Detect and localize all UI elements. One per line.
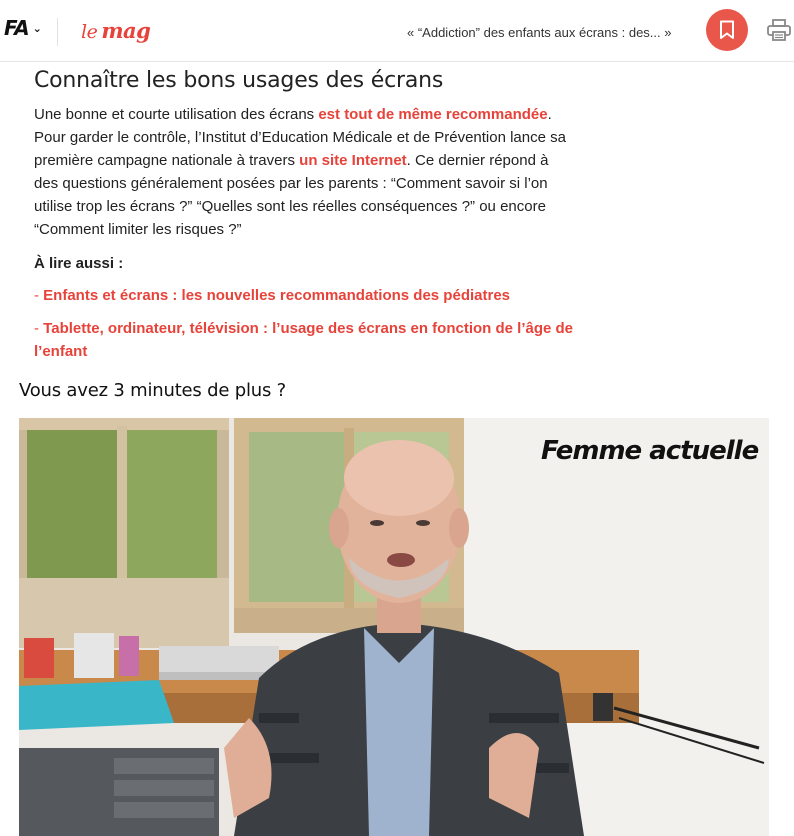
video-player[interactable] xyxy=(19,418,769,836)
article-breadcrumb[interactable]: « “Addiction” des enfants aux écrans : des... » xyxy=(407,25,672,40)
related-link-pediatres[interactable]: Enfants et écrans : les nouvelles recommandations des pédiatres xyxy=(43,287,511,304)
bookmark-icon xyxy=(719,20,735,40)
fa-logo: FA xyxy=(4,16,29,40)
top-bar xyxy=(0,0,794,62)
more-section-title: Vous avez 3 minutes de plus ? xyxy=(19,380,287,401)
header-divider xyxy=(57,18,58,46)
article-content xyxy=(34,62,574,363)
read-also-heading: À lire aussi : xyxy=(34,255,124,272)
related-item xyxy=(34,284,574,307)
chevron-down-icon: ⌄ xyxy=(32,21,42,35)
paragraph-text: . Pour garder le contrôle, l’Institut d’Education Médicale et de Prévention lance sa première campagne nationale à travers xyxy=(34,106,566,169)
paragraph-text: Une bonne et courte utilisation des écrans xyxy=(34,106,319,123)
related-dash: - xyxy=(34,287,44,304)
print-button[interactable] xyxy=(766,19,792,41)
website-link[interactable]: un site Internet xyxy=(299,152,407,169)
mag-name: mag xyxy=(101,18,151,43)
recommended-link[interactable]: est tout de même recommandée xyxy=(318,106,548,123)
video-brand-overlay: Femme actuelle xyxy=(541,436,759,466)
print-icon xyxy=(766,19,792,41)
site-switcher[interactable] xyxy=(4,16,42,40)
section-title: Connaître les bons usages des écrans xyxy=(34,68,444,93)
mag-prefix: le xyxy=(81,21,98,43)
bookmark-button[interactable] xyxy=(706,9,748,51)
related-dash: - xyxy=(34,320,44,337)
article-paragraph xyxy=(34,103,574,241)
related-item xyxy=(34,317,574,363)
video-frame xyxy=(19,418,769,836)
le-mag-logo[interactable] xyxy=(81,18,150,43)
paragraph-text: . Ce dernier répond à des questions généralement posées par les parents : “Comment savoir si l’on utilise trop les écrans ?” “Quelles sont les réelles conséquences ?” ou encore “Comment limiter les risques ?” xyxy=(34,152,549,238)
related-link-age-ecrans[interactable]: Tablette, ordinateur, télévision : l’usage des écrans en fonction de l’âge de l’enfant xyxy=(34,320,574,360)
